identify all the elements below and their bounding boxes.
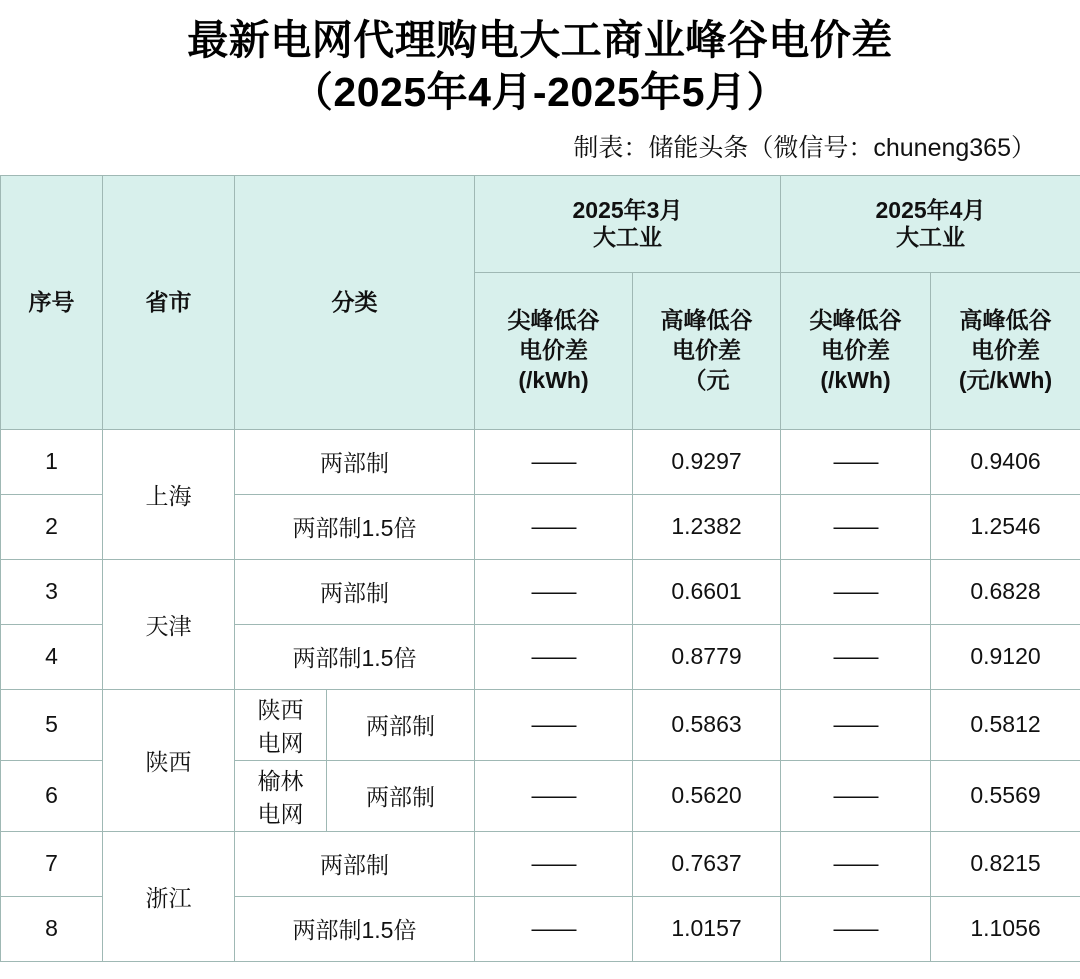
cell-march-high-valley: 0.6601 [633, 559, 781, 624]
header-march-high-valley-l3: （元 [683, 366, 730, 393]
cell-april-high-valley: 1.2546 [931, 494, 1080, 559]
header-march-peak-valley-l3: (/kWh) [518, 366, 589, 393]
cell-category: 两部制 [235, 831, 475, 896]
header-april-high-valley-l2: 电价差 [971, 336, 1040, 363]
header-group-march-line2: 大工业 [593, 223, 662, 250]
header-march-peak-valley-l2: 电价差 [519, 336, 588, 363]
cell-april-peak-valley: —— [781, 760, 931, 831]
cell-index: 6 [1, 760, 103, 831]
cell-province: 陕西 [103, 689, 235, 831]
cell-april-peak-valley: —— [781, 689, 931, 760]
cell-april-peak-valley: —— [781, 831, 931, 896]
cell-index: 3 [1, 559, 103, 624]
price-difference-table [0, 175, 1080, 962]
header-index: 序号 [1, 175, 103, 429]
cell-subgrid-line1: 榆林 [257, 767, 304, 794]
header-category: 分类 [235, 175, 475, 429]
header-march-peak-valley-l1: 尖峰低谷 [507, 307, 600, 334]
cell-april-high-valley: 0.5812 [931, 689, 1080, 760]
header-group-april-line2: 大工业 [896, 223, 965, 250]
header-row-groups [1, 175, 1080, 272]
header-march-high-valley-l2: 电价差 [672, 336, 741, 363]
cell-march-peak-valley: —— [475, 896, 633, 961]
table-row [1, 429, 1080, 494]
page-title-line2: （2025年4月-2025年5月） [291, 69, 789, 116]
cell-march-high-valley: 0.5863 [633, 689, 781, 760]
cell-april-high-valley: 0.6828 [931, 559, 1080, 624]
cell-march-high-valley: 1.2382 [633, 494, 781, 559]
cell-category: 两部制 [327, 760, 475, 831]
header-april-high-valley [931, 272, 1080, 429]
header-april-peak-valley [781, 272, 931, 429]
cell-april-high-valley: 0.5569 [931, 760, 1080, 831]
cell-march-peak-valley: —— [475, 624, 633, 689]
cell-province: 上海 [103, 429, 235, 559]
header-march-peak-valley [475, 272, 633, 429]
cell-category: 两部制 [235, 429, 475, 494]
cell-april-peak-valley: —— [781, 429, 931, 494]
header-march-high-valley [633, 272, 781, 429]
cell-april-high-valley: 0.9120 [931, 624, 1080, 689]
header-april-high-valley-l3: (元/kWh) [958, 366, 1053, 393]
cell-april-peak-valley: —— [781, 624, 931, 689]
cell-march-peak-valley: —— [475, 760, 633, 831]
cell-march-high-valley: 0.8779 [633, 624, 781, 689]
title-block [0, 0, 1080, 119]
cell-march-high-valley: 0.5620 [633, 760, 781, 831]
header-march-high-valley-l1: 高峰低谷 [660, 307, 753, 334]
cell-category: 两部制1.5倍 [235, 896, 475, 961]
header-group-march [475, 175, 781, 272]
cell-march-peak-valley: —— [475, 559, 633, 624]
cell-category: 两部制1.5倍 [235, 494, 475, 559]
cell-march-peak-valley: —— [475, 429, 633, 494]
cell-category: 两部制1.5倍 [235, 624, 475, 689]
header-province: 省市 [103, 175, 235, 429]
cell-index: 1 [1, 429, 103, 494]
header-april-peak-valley-l2: 电价差 [821, 336, 890, 363]
cell-april-peak-valley: —— [781, 896, 931, 961]
cell-march-high-valley: 1.0157 [633, 896, 781, 961]
header-april-peak-valley-l3: (/kWh) [820, 366, 891, 393]
header-group-april-line1: 2025年4月 [875, 196, 986, 223]
table-body [1, 429, 1080, 961]
table-head [1, 175, 1080, 429]
cell-march-peak-valley: —— [475, 494, 633, 559]
cell-april-high-valley: 1.1056 [931, 896, 1080, 961]
cell-march-peak-valley: —— [475, 689, 633, 760]
cell-subgrid [235, 760, 327, 831]
cell-april-high-valley: 0.8215 [931, 831, 1080, 896]
header-april-peak-valley-l1: 尖峰低谷 [809, 307, 902, 334]
cell-march-peak-valley: —— [475, 831, 633, 896]
cell-category: 两部制 [235, 559, 475, 624]
cell-subgrid-line1: 陕西 [257, 696, 304, 723]
header-april-high-valley-l1: 高峰低谷 [959, 307, 1052, 334]
cell-april-peak-valley: —— [781, 494, 931, 559]
cell-april-peak-valley: —— [781, 559, 931, 624]
cell-index: 7 [1, 831, 103, 896]
cell-province: 浙江 [103, 831, 235, 961]
cell-index: 4 [1, 624, 103, 689]
table-row [1, 831, 1080, 896]
table-credit: 制表：储能头条（微信号：chuneng365） [573, 133, 1036, 162]
cell-index: 8 [1, 896, 103, 961]
cell-index: 5 [1, 689, 103, 760]
cell-march-high-valley: 0.9297 [633, 429, 781, 494]
cell-april-high-valley: 0.9406 [931, 429, 1080, 494]
cell-subgrid-line2: 电网 [257, 800, 304, 827]
header-group-april [781, 175, 1080, 272]
table-row [1, 559, 1080, 624]
cell-subgrid [235, 689, 327, 760]
page-title-line1: 最新电网代理购电大工商业峰谷电价差 [187, 17, 893, 63]
cell-index: 2 [1, 494, 103, 559]
table-row [1, 689, 1080, 760]
cell-province: 天津 [103, 559, 235, 689]
header-group-march-line1: 2025年3月 [572, 196, 683, 223]
cell-subgrid-line2: 电网 [257, 729, 304, 756]
cell-march-high-valley: 0.7637 [633, 831, 781, 896]
cell-category: 两部制 [327, 689, 475, 760]
